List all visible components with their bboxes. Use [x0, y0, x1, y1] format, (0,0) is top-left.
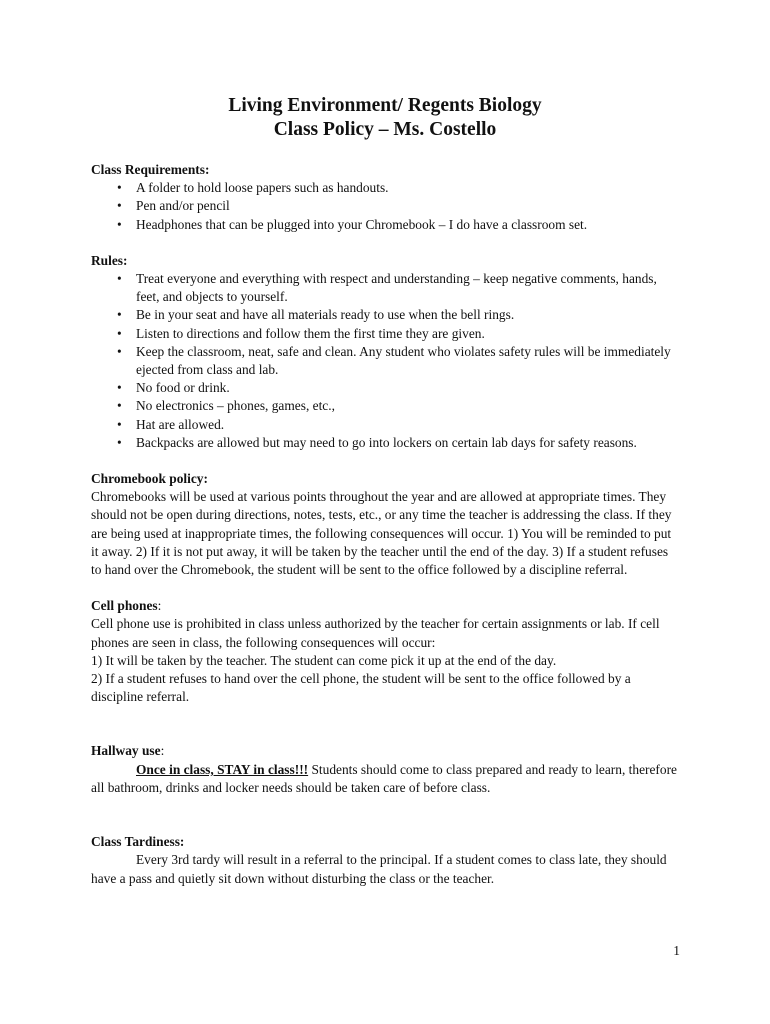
hallway-section — [91, 742, 681, 797]
chromebook-heading: Chromebook policy: — [91, 471, 208, 487]
document-title-line-1: Living Environment/ Regents Biology — [228, 95, 542, 116]
document-body — [91, 161, 681, 888]
rules-section — [91, 252, 681, 452]
hallway-paragraph — [91, 761, 681, 797]
hallway-heading: Hallway use — [91, 743, 161, 759]
chromebook-section — [91, 470, 681, 579]
document-title-line-2: Class Policy – Ms. Costello — [273, 119, 497, 140]
tardiness-section — [91, 833, 681, 888]
list-item: • A folder to hold loose papers such as handouts. — [91, 179, 681, 197]
cellphones-heading: Cell phones — [91, 598, 158, 614]
list-item: • Hat are allowed. — [91, 416, 681, 434]
cellphones-heading-colon: : — [157, 598, 162, 614]
cellphones-section — [91, 597, 681, 706]
cellphones-consequence-1: 1) It will be taken by the teacher. The student can come pick it up at the end of the day. — [91, 652, 557, 668]
cellphones-consequence-2: 2) If a student refuses to hand over the cell phone, the student will be sent to the office followed by a discipline referral. — [91, 671, 631, 705]
requirements-list — [91, 179, 681, 234]
tardiness-text: Every 3rd tardy will result in a referral to the principal. If a student comes to class late, they should have a pass and quietly sit down without disturbing the class or the teacher. — [91, 852, 667, 886]
hallway-emphasis: Once in class, STAY in class!!! — [136, 761, 309, 777]
list-item: • Listen to directions and follow them the first time they are given. — [91, 325, 681, 343]
list-item: • No electronics – phones, games, etc., — [91, 397, 681, 415]
rules-heading: Rules: — [91, 252, 128, 268]
chromebook-text: Chromebooks will be used at various points throughout the year and are allowed at appropriate times. They should not be open during directions, notes, tests, etc., or any time the teacher is addressing the class. If they are being used at inappropriate times, the following consequences will occur. 1) You will be reminded to put it away. 2) If it is not put away, it will be taken by the teacher until the end of the day. 3) If a student refuses to hand over the Chromebook, the student will be sent to the office followed by a discipline referral. — [91, 489, 672, 578]
tardiness-heading: Class Tardiness: — [91, 834, 185, 850]
hallway-heading-colon: : — [160, 743, 165, 759]
list-item: • No food or drink. — [91, 379, 681, 397]
requirements-section — [91, 161, 681, 234]
list-item: • Headphones that can be plugged into your Chromebook – I do have a classroom set. — [91, 216, 681, 234]
hallway-text: Students should come to class prepared and ready to learn, therefore all bathroom, drinks and locker needs should be taken care of before class. — [91, 761, 677, 795]
list-item: • Pen and/or pencil — [91, 197, 681, 215]
rules-list — [91, 270, 681, 452]
list-item: • Treat everyone and everything with respect and understanding – keep negative comments, hands, feet, and objects to yourself. — [91, 270, 681, 306]
requirements-heading: Class Requirements: — [91, 162, 210, 177]
tardiness-paragraph — [91, 851, 681, 887]
list-item: • Keep the classroom, neat, safe and clean. Any student who violates safety rules will be immediately ejected from class and lab. — [91, 343, 681, 379]
list-item: • Backpacks are allowed but may need to go into lockers on certain lab days for safety reasons. — [91, 434, 681, 452]
page-number: 1 — [673, 943, 680, 958]
cellphones-text: Cell phone use is prohibited in class unless authorized by the teacher for certain assignments or lab. If cell phones are seen in class, the following consequences will occur: — [91, 616, 660, 650]
list-item: • Be in your seat and have all materials ready to use when the bell rings. — [91, 306, 681, 324]
